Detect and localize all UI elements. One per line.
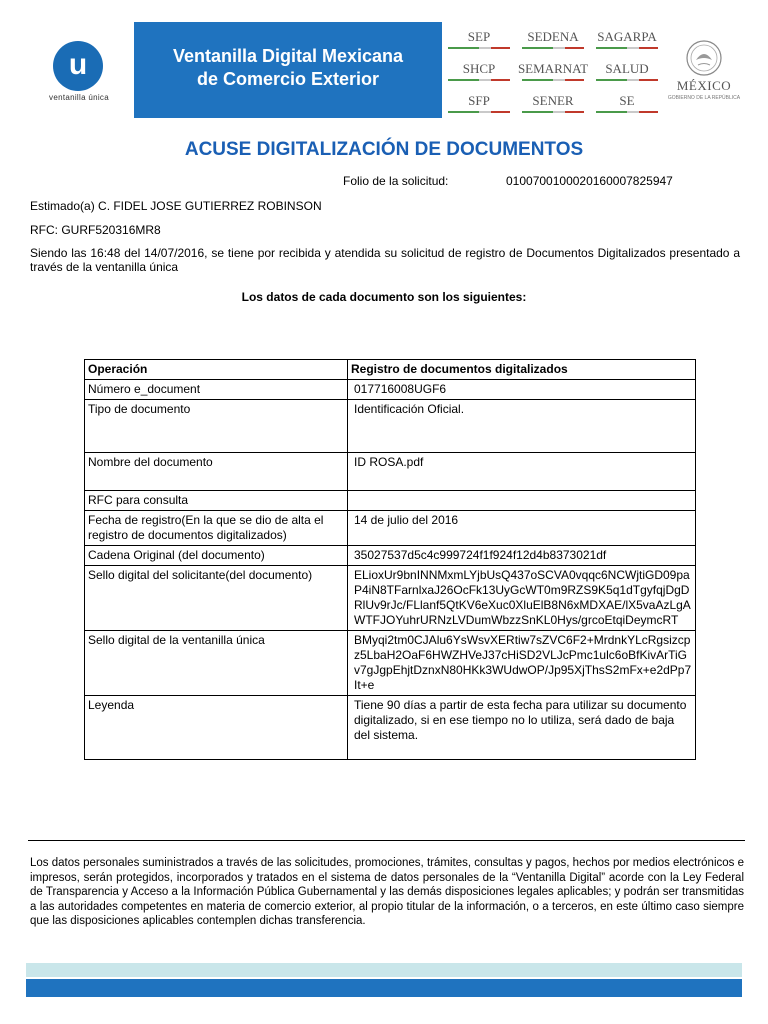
- table-row: [85, 453, 696, 491]
- row-label: Nombre del documento: [85, 453, 348, 491]
- mexico-subtitle: GOBIERNO DE LA REPÚBLICA: [667, 95, 741, 101]
- row-label: Tipo de documento: [85, 400, 348, 453]
- agency-sagarpa: SAGARPA: [590, 22, 664, 54]
- table-row: [85, 511, 696, 546]
- row-label: Sello digital de la ventanilla única: [85, 631, 348, 696]
- eagle-emblem-icon: [684, 38, 724, 78]
- table-header-cell: Operación: [85, 360, 348, 380]
- agency-sep: SEP: [442, 22, 516, 54]
- row-value: BMyqi2tm0CJAlu6YsWsvXERtiw7sZVC6F2+MrdnkYLcRgsizcpz5LbaH2OaF6HWZHVeJ37cHiSD2VLJcPmc1ulc6oBfKivArTiGv7gJgpEhjtDznxN80HKk3WUdwOP/Jp95XjThsS2mFx+e2dPp7It+e: [348, 631, 696, 696]
- folio-label: Folio de la solicitud:: [343, 174, 449, 188]
- document-table: [84, 359, 696, 760]
- intro-paragraph: Siendo las 16:48 del 14/07/2016, se tiene por recibida y atendida su solicitud de registro de Documentos Digitalizados presentado a través de la ventanilla única: [30, 246, 740, 274]
- agency-semarnat: SEMARNAT: [516, 54, 590, 86]
- privacy-notice: Los datos personales suministrados a través de las solicitudes, promociones, trámites, consultas y pagos, hechos por medios electrónicos e impresos, serán protegidos, incorporados y tratados en el sistema de datos personales de la “Ventanilla Digital” acorde con la Ley Federal de Transparencia y Acceso a la Información Pública Gubernamental y las demás disposiciones legales aplicables; y podrán ser transmitidas a las autoridades competentes en materia de comercio exterior, al propio titular de la información, o a terceros, en este último caso siempre que las disposiciones aplicables contemplen dichas transferencia.: [30, 857, 744, 927]
- document-title: ACUSE DIGITALIZACIÓN DE DOCUMENTOS: [184, 139, 584, 160]
- table-row: [85, 631, 696, 696]
- table-row: [85, 380, 696, 400]
- agency-salud: SALUD: [590, 54, 664, 86]
- banner-title-line-1: Ventanilla Digital Mexicana: [172, 46, 404, 66]
- table-row: [85, 491, 696, 511]
- row-value: Tiene 90 días a partir de esta fecha para utilizar su documento digitalizado, si en ese tiempo no lo utiliza, será dado de baja del sistema.: [348, 696, 696, 760]
- table-row: [85, 400, 696, 453]
- logo-letter: u: [68, 48, 88, 81]
- footer-band-dark: [26, 979, 742, 997]
- logo-caption: ventanilla única: [49, 93, 109, 102]
- agency-sfp: SFP: [442, 86, 516, 118]
- agency-se: SE: [590, 86, 664, 118]
- table-row: [85, 566, 696, 631]
- table-header-cell: Registro de documentos digitalizados: [348, 360, 696, 380]
- table-row: [85, 696, 696, 760]
- agency-sedena: SEDENA: [516, 22, 590, 54]
- agency-sener: SENER: [516, 86, 590, 118]
- row-value: 35027537d5c4c999724f1f924f12d4b8373021df: [348, 546, 696, 566]
- table-row: [85, 546, 696, 566]
- footer-divider: [28, 840, 745, 841]
- row-value: 017716008UGF6: [348, 380, 696, 400]
- row-value: ELioxUr9bnINNMxmLYjbUsQ437oSCVA0vqqc6NCWjtiGD09paP4iN8TFarnlxaJ26OcFk13UyGcWT0m9RZS9K5q1dTgyfqjDgDRlUv9rJc/FLlanf5QtKV6eXuc0XluElB8N6xMDXAE/lX5vaAzLgAWTFJOYuhrURNzLVDumWbzzSnKL0Hys/grcoEtqiDeymcRT: [348, 566, 696, 631]
- agency-shcp: SHCP: [442, 54, 516, 86]
- agency-grid: [442, 22, 664, 118]
- section-subtitle: Los datos de cada documento son los siguientes:: [241, 290, 527, 304]
- row-label: Sello digital del solicitante(del documento): [85, 566, 348, 631]
- row-label: Cadena Original (del documento): [85, 546, 348, 566]
- mexico-wordmark: MÉXICO: [676, 78, 732, 93]
- footer-band-light: [26, 963, 742, 977]
- row-label: Fecha de registro(En la que se dio de alta el registro de documentos digitalizados): [85, 511, 348, 546]
- table-header-row: [85, 360, 696, 380]
- row-value: [348, 491, 696, 511]
- rfc-line: RFC: GURF520316MR8: [30, 223, 161, 237]
- banner-title-line-2: de Comercio Exterior: [196, 69, 380, 89]
- row-value: ID ROSA.pdf: [348, 453, 696, 491]
- row-label: Número e_document: [85, 380, 348, 400]
- folio-value: 0100700100020160007825947: [506, 174, 673, 188]
- row-label: Leyenda: [85, 696, 348, 760]
- greeting: Estimado(a) C. FIDEL JOSE GUTIERREZ ROBINSON: [30, 199, 322, 213]
- row-value: 14 de julio del 2016: [348, 511, 696, 546]
- row-label: RFC para consulta: [85, 491, 348, 511]
- row-value: Identificación Oficial.: [348, 400, 696, 453]
